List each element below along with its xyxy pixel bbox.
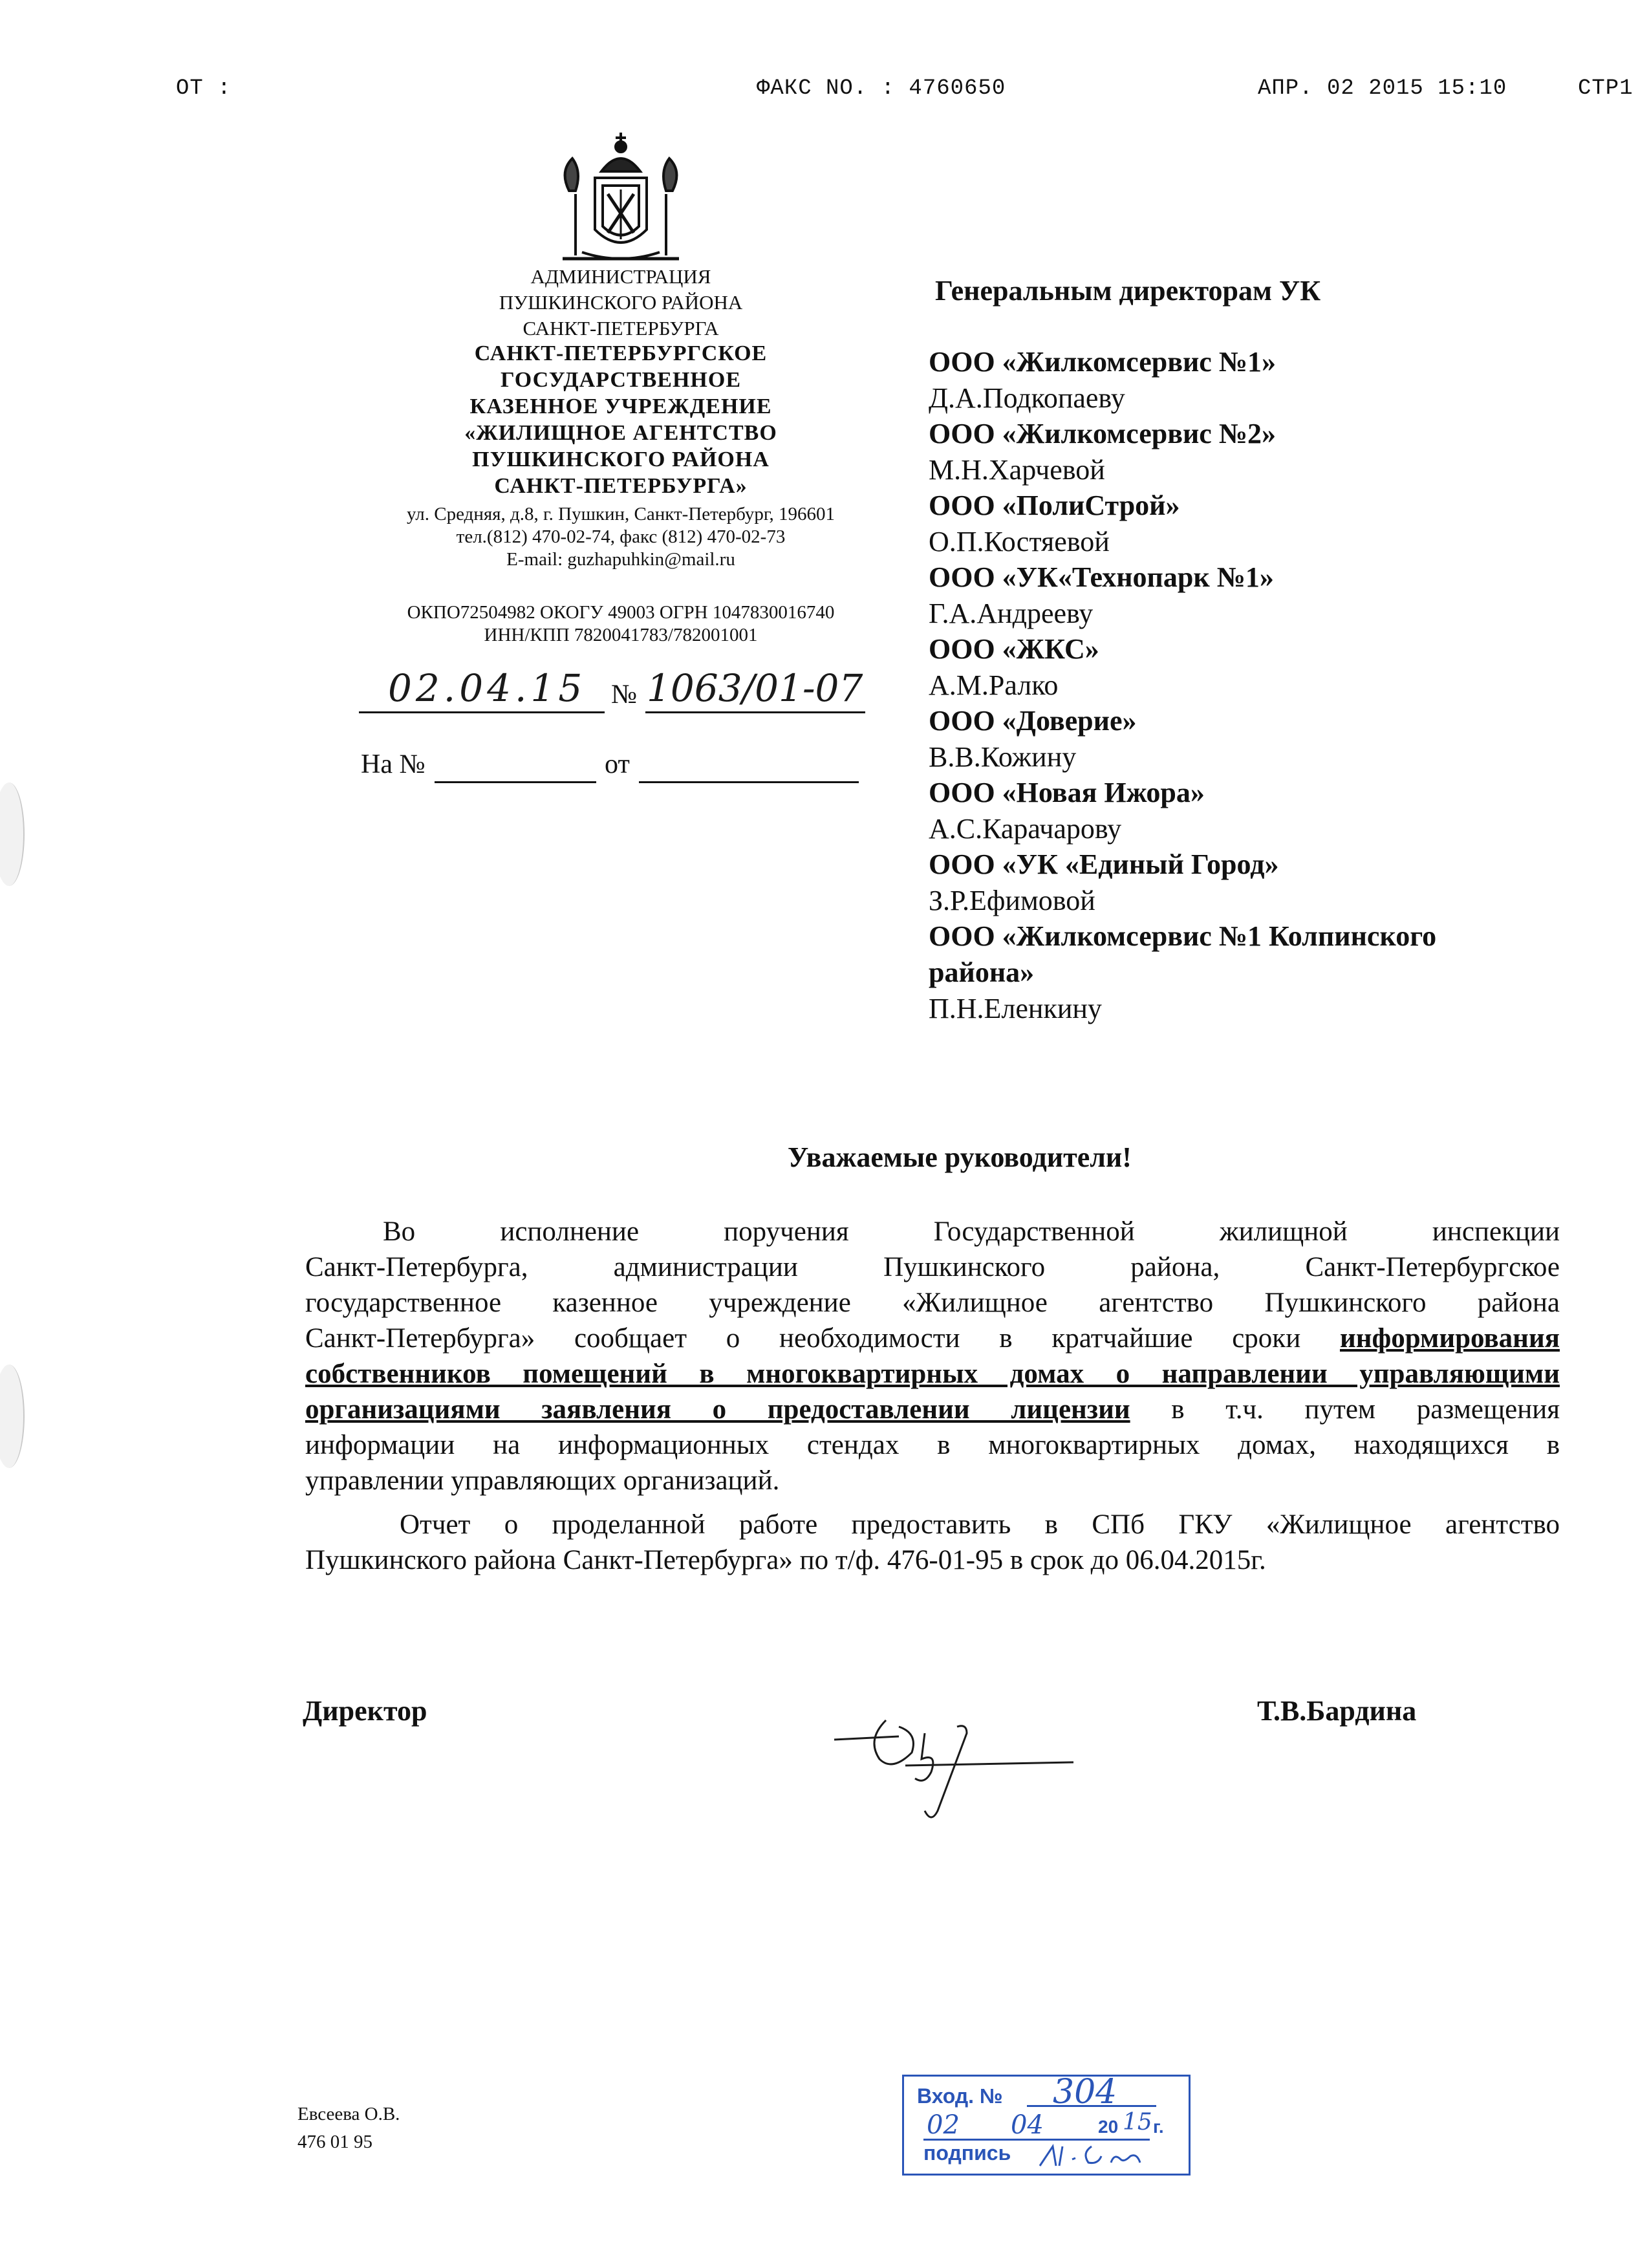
punch-hole (0, 783, 25, 886)
recipient-person: А.М.Ралко (929, 669, 1059, 701)
recipient-org: ООО «Новая Ижора» (929, 777, 1205, 808)
incoming-stamp (902, 2075, 1191, 2176)
stamp-in-label: Вход. № (917, 2084, 1003, 2108)
agency-name-line: ПУШКИНСКОГО РАЙОНА (472, 448, 770, 471)
signer-name: Т.В.Бардина (1257, 1695, 1417, 1727)
agency-name-line: ГОСУДАРСТВЕННОЕ (501, 368, 741, 392)
recipient-person: Г.А.Андрееву (929, 598, 1094, 629)
body-line (305, 1356, 1560, 1392)
underlined-text: собственников помещений в многоквартирных домах о направлении управляющими (305, 1359, 1560, 1389)
stamp-signature (1033, 2140, 1163, 2171)
stamp-month: 04 (1011, 2110, 1044, 2140)
body-line: Отчет о проделанной работе предоставить в СПб ГКУ «Жилищное агентство (400, 1509, 1560, 1540)
body-line: Санкт-Петербурга, администрации Пушкинского района, Санкт-Петербургское (305, 1252, 1560, 1282)
underlined-text: информирования (1339, 1323, 1560, 1354)
body-line: Санкт-Петербурга» сообщает о необходимости в кратчайшие сроки информирования (305, 1323, 1560, 1354)
recipient-org: ООО «ЖКС» (929, 633, 1099, 665)
reply-to-line (435, 781, 596, 783)
handwritten-signature (828, 1701, 1086, 1824)
recipient-org: ООО «Жилкомсервис №1» (929, 346, 1277, 378)
outgoing-date-line (359, 711, 605, 713)
body-line: Во исполнение поручения Государственной жилищной инспекции (383, 1216, 1560, 1247)
executor-phone: 476 01 95 (297, 2132, 372, 2152)
body-line: государственное казенное учреждение «Жилищное агентство Пушкинского района (305, 1288, 1560, 1318)
fax-page: СТР1 (1578, 76, 1633, 101)
sender-codes: ИНН/КПП 7820041783/782001001 (484, 625, 758, 645)
outgoing-number: 1063/01-07 (647, 666, 863, 710)
stamp-year-suffix: 15 (1123, 2109, 1152, 2135)
recipient-org: ООО «Жилкомсервис №1 Колпинского (929, 920, 1437, 952)
from-line (639, 781, 859, 783)
number-sign: № (611, 680, 638, 709)
sender-phone: тел.(812) 470-02-74, факс (812) 470-02-73 (456, 526, 786, 547)
signer-position: Директор (303, 1695, 427, 1727)
stamp-year-prefix: 20 (1098, 2117, 1119, 2137)
recipient-org: ООО «УК«Технопарк №1» (929, 561, 1274, 593)
recipient-org: ООО «Доверие» (929, 705, 1137, 737)
outgoing-date: 02.04.15 (388, 666, 587, 710)
sender-address: ул. Средняя, д.8, г. Пушкин, Санкт-Петербург, 196601 (407, 504, 835, 524)
recipient-org: ООО «Жилкомсервис №2» (929, 418, 1277, 449)
recipient-person: П.Н.Еленкину (929, 993, 1102, 1024)
fax-datetime: АПР. 02 2015 15:10 (1258, 76, 1507, 101)
agency-name-line: САНКТ-ПЕТЕРБУРГА» (494, 474, 748, 498)
fax-number: ФАКС NO. : 4760650 (757, 76, 1006, 101)
body-line: организациями заявления о предоставлении лицензии в т.ч. путем размещения (305, 1394, 1560, 1425)
underlined-text: организациями заявления о предоставлении лицензии (305, 1394, 1130, 1425)
recipient-person: З.Р.Ефимовой (929, 885, 1095, 916)
salutation: Уважаемые руководители! (788, 1141, 1132, 1173)
reply-to-label: На № (361, 750, 426, 779)
agency-name-line: САНКТ-ПЕТЕРБУРГСКОЕ (474, 341, 768, 365)
recipient-org: района» (929, 956, 1035, 988)
stamp-year-unit: г. (1153, 2117, 1164, 2137)
body-line: Пушкинского района Санкт-Петербурга» по т/ф. 476-01-95 в срок до 06.04.2015г. (305, 1545, 1266, 1575)
coat-of-arms-icon (556, 133, 685, 265)
recipient-person: А.С.Карачарову (929, 813, 1122, 845)
sender-line: САНКТ-ПЕТЕРБУРГА (523, 317, 719, 340)
body-line: управлении управляющих организаций. (305, 1465, 780, 1496)
punch-hole (0, 1365, 25, 1468)
stamp-sign-label: подпись (923, 2141, 1011, 2165)
sender-codes: ОКПО72504982 ОКОГУ 49003 ОГРН 1047830016740 (407, 602, 835, 623)
recipient-org: ООО «ПолиСтрой» (929, 490, 1180, 521)
agency-name-line: «ЖИЛИЩНОЕ АГЕНТСТВО (464, 421, 777, 445)
stamp-number: 304 (1053, 2073, 1117, 2111)
sender-email: E-mail: guzhapuhkin@mail.ru (506, 549, 735, 570)
recipient-person: О.П.Костяевой (929, 526, 1110, 557)
stamp-number-line (1027, 2105, 1156, 2107)
recipient-person: Д.А.Подкопаеву (929, 382, 1125, 414)
recipient-person: М.Н.Харчевой (929, 454, 1105, 486)
recipient-org: ООО «УК «Единый Город» (929, 848, 1279, 880)
stamp-day: 02 (927, 2110, 960, 2140)
body-line: информации на информационных стендах в многоквартирных домах, находящихся в (305, 1430, 1560, 1460)
recipient-person: В.В.Кожину (929, 741, 1077, 773)
executor-name: Евсеева О.В. (297, 2104, 400, 2124)
from-label: от (605, 750, 630, 779)
sender-line: АДМИНИСТРАЦИЯ (530, 265, 711, 288)
recipients-heading: Генеральным директорам УК (935, 275, 1321, 307)
sender-line: ПУШКИНСКОГО РАЙОНА (499, 291, 743, 314)
outgoing-number-line (645, 711, 865, 713)
agency-name-line: КАЗЕННОЕ УЧРЕЖДЕНИЕ (469, 394, 772, 418)
fax-from: ОТ : (176, 76, 232, 101)
